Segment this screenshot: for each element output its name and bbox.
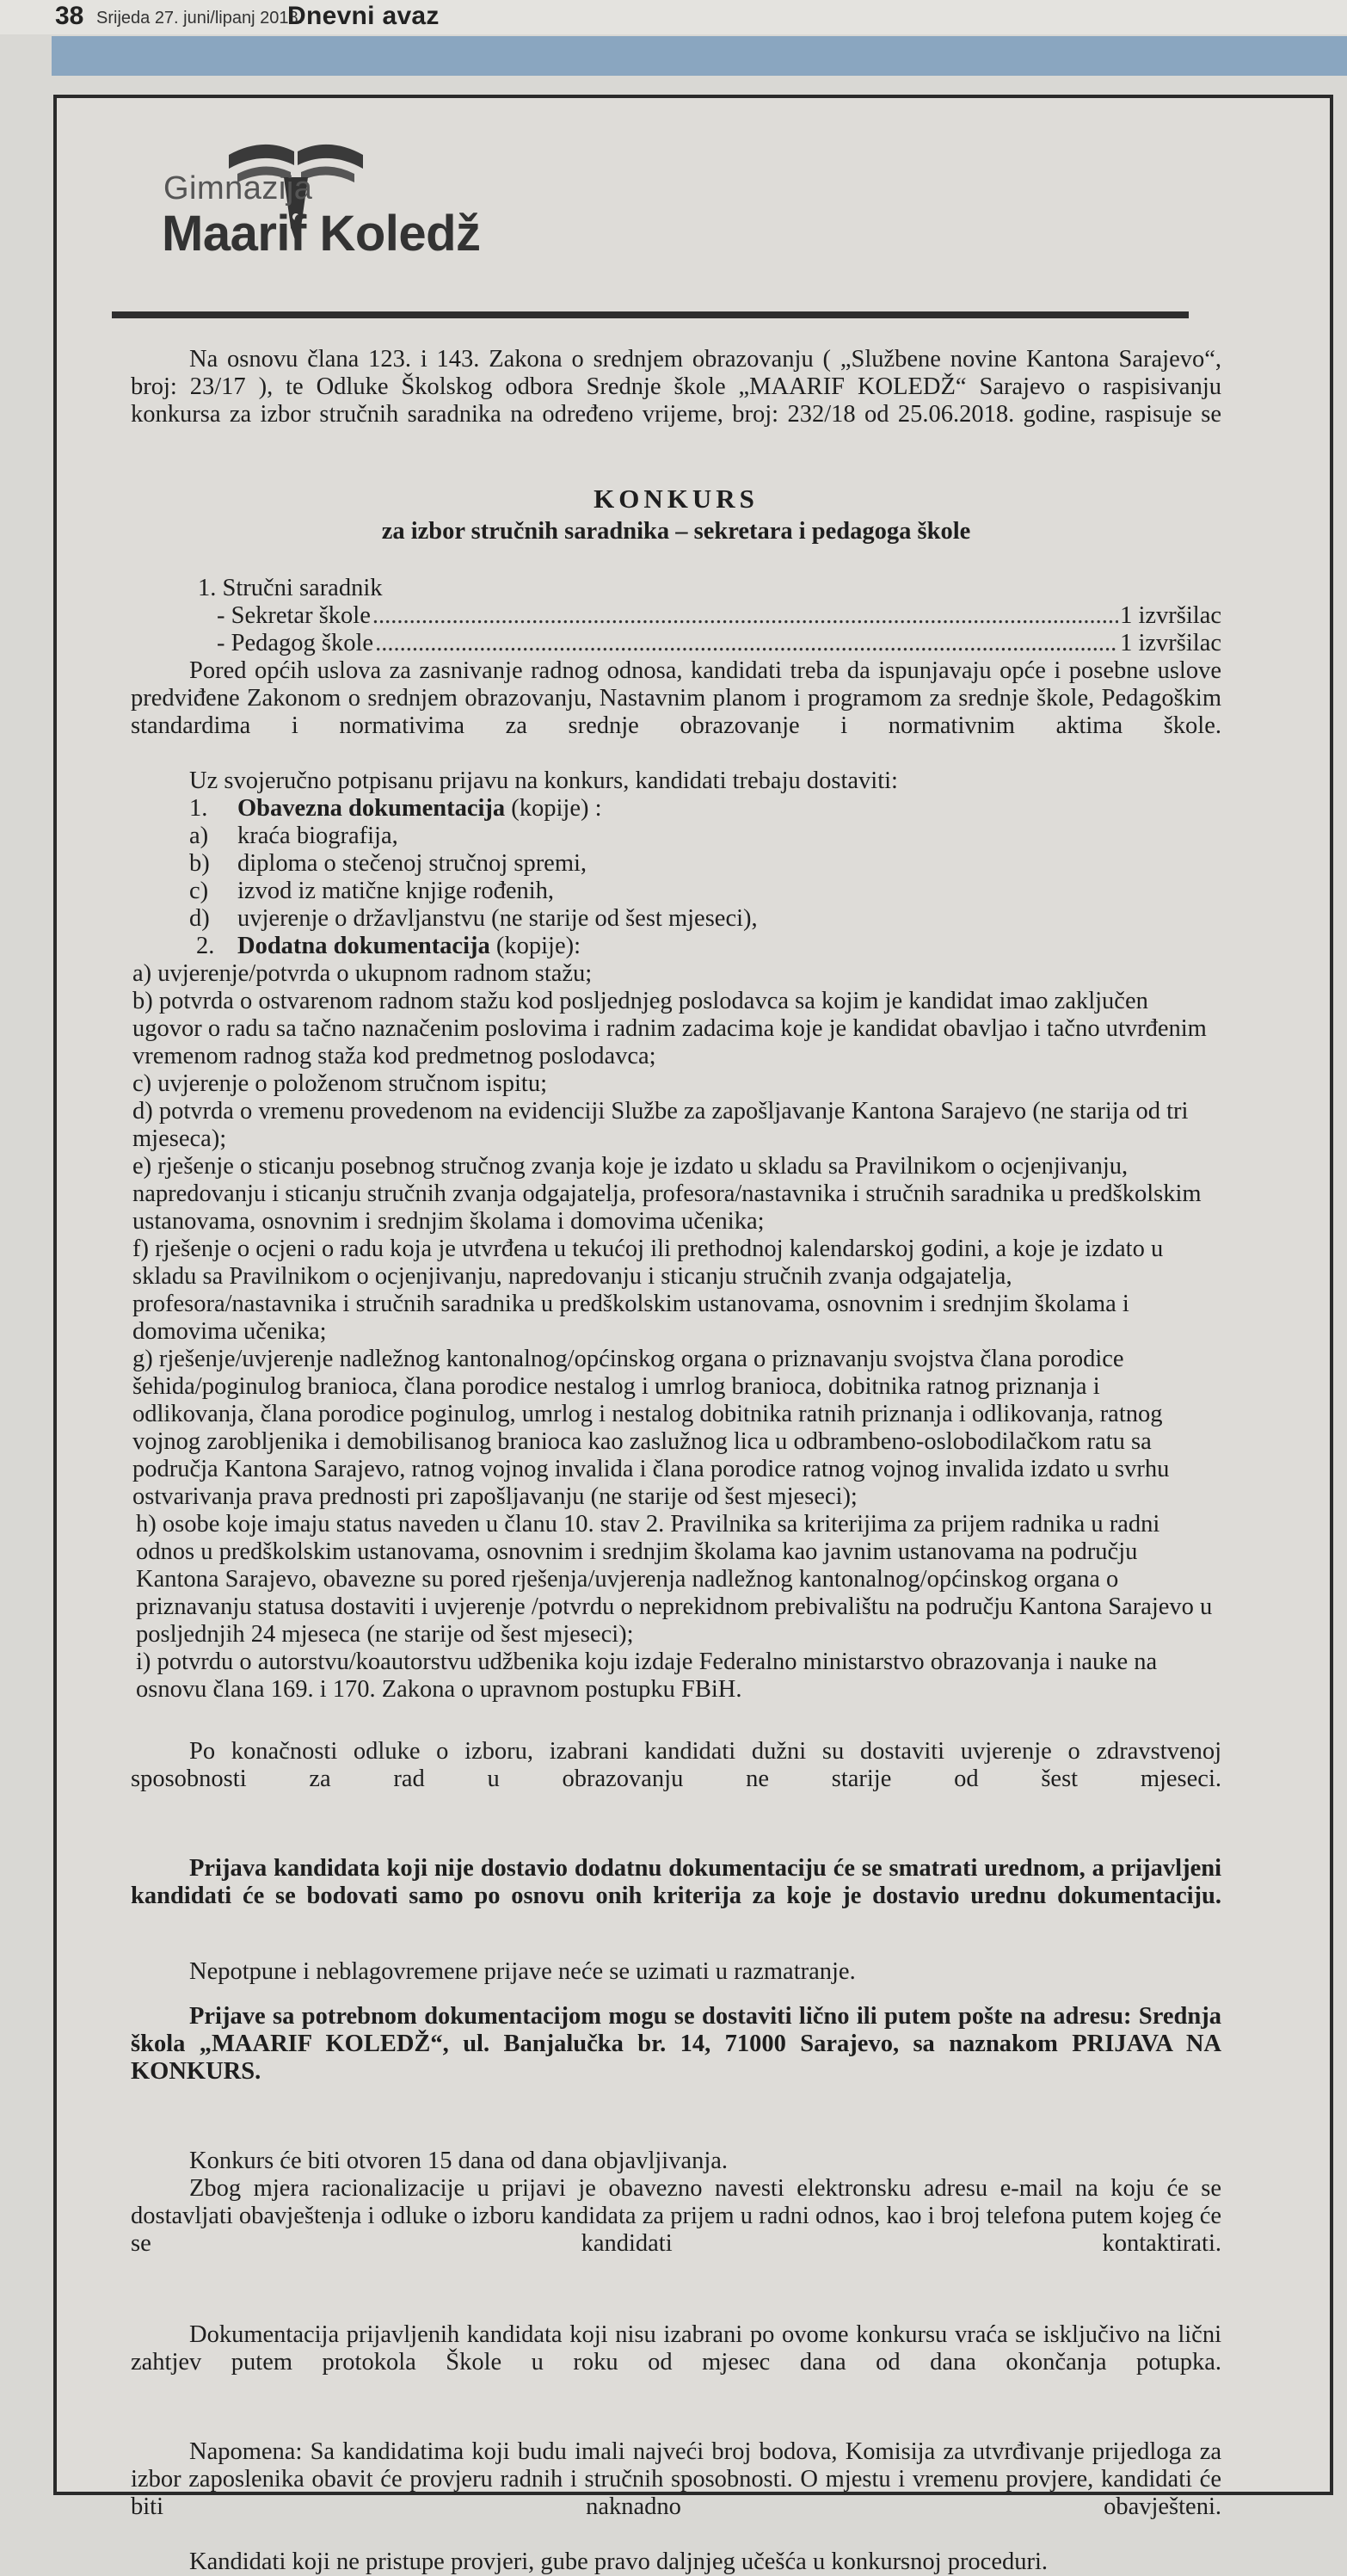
list-item: i) potvrdu o autorstvu/koautorstvu udžbenika koju izdaje Federalno ministarstvo obrazovanja i nauke na osnovu člana 169. i 170. Zakona o upravnom postupku FBiH. [136,1649,1158,1703]
address-note: Prijave sa potrebnom dokumentacijom mogu se dostaviti lično ili putem pošte na adresu: Srednja škola „MAARIF KOLEDŽ“, ul. Banjalučka br. 14, 71000 Sarajevo, sa naznakom PRIJAVA NA KONKURS. [131,2003,1221,2085]
header-color-band [52,36,1347,76]
list-item: a) uvjerenje/potvrda o ukupnom radnom stažu; [132,960,593,987]
list-item [131,850,1221,878]
remark: Napomena: Sa kandidatima koji budu imali najveći broj bodova, Komisija za utvrđivanje prijedloga za izbor zaposlenika obavit će provjeru radnih i stručnih sposobnosti. O mjestu i vremenu provjere, kandidati će biti naknadno obavješteni. [131,2438,1221,2520]
position-count: 1 izvršilac [1120,602,1221,629]
position-row [131,602,1221,630]
list-number: 2. [196,933,215,959]
newspaper-header [0,0,1347,34]
mandatory-title: Obavezna dokumentacija [237,795,506,822]
list-item [131,905,1221,933]
divider-rule [112,311,1189,318]
list-marker: c) [189,878,209,904]
list-marker: d) [189,905,210,932]
bold-note: Prijava kandidata koji nije dostavio dodatnu dokumentaciju će se smatrati urednom, a prijavljeni kandidati će se bodovati samo po osnovu onih kriterija za koje je dostavio urednu dokumentaciju. [131,1855,1221,1909]
additional-suffix: (kopije): [489,933,581,959]
list-item [131,823,1221,850]
list-item: d) potvrda o vremenu provedenom na evidenciji Službe za zapošljavanje Kantona Sarajevo (ne starija od tri mjeseca); [132,1098,1189,1152]
return-docs-note: Dokumentacija prijavljenih kandidata koji nisu izabrani po ovome konkursu vraća se isključivo na lični zahtjev putem protokola Škole u roku od mjesec dana od dana okončanja potupka. [131,2321,1221,2376]
issue-date: Srijeda 27. juni/lipanj 2018. [96,9,304,28]
list-item: f) rješenje o ocjeni o radu koja je utvrđena u tekućoj ili prethodnoj kalendarskoj godini, a koje je izdato u skladu sa Pravilnikom o ocjenjivanju, napredovanju i sticanju stručnih zvanja odgajatelja, profesora/nastavnika i stručnih saradnika u predškolskim ustanovama, osnovnim i srednjim školama i domovima učenika; [132,1236,1164,1345]
additional-heading [131,933,1221,960]
list-marker: a) [189,823,209,849]
incomplete-note: Nepotpune i neblagovremene prijave neće se uzimati u razmatranje. [189,1958,856,1985]
dot-leader [372,602,1118,630]
mandatory-suffix: (kopije) : [505,795,602,822]
position-name: - Sekretar škole [217,602,371,629]
final-note: Kandidati koji ne pristupe provjeri, gube pravo daljnjeg učešća u konkursnoj proceduri. [189,2548,1049,2575]
dot-leader [375,630,1118,657]
logo-text-maarif-koledz: Maarif Koledž [162,206,481,262]
newspaper-name: Dnevni avaz [287,2,440,30]
competition-text [131,346,1221,2576]
list-item: g) rješenje/uvjerenje nadležnog kantonalnog/općinskog organa o priznavanju svojstva člana porodice šehida/poginulog branioca, člana porodice nestalog i umrlog branioca, dobitnika ratnog priznanja i odlikovanja, člana porodice poginulog, umrlog i nestalog dobitnika ratnih priznanja i odlikovanja, ratnog vojnog zarobljenika i demobilisanog branioca kao zaslužnog lica u odbrambeno-oslobodilačkom ratu sa područja Kantona Sarajevo, ratnog vojnog invalida i člana porodice ratnog vojnog invalida izdato u svrhu ostvarivanja prava prednosti pri zapošljavanju (ne starije od šest mjeseci); [132,1346,1170,1510]
list-item: h) osobe koje imaju status naveden u članu 10. stav 2. Pravilnika sa kriterijima za prijem radnika u radni odnos u predškolskim ustanovama, osnovnim i srednjim školama kao javnim ustanovama na području Kantona Sarajevo, obavezne su pored rješenja/uvjerenja nadležnog kantonalnog/općinskog organa o priznavanju statusa dostaviti i uvjerenje /potvrdu o neprekidnom prebivalištu na području Kantona Sarajevo u posljednjih 24 mjeseca (ne starije od šest mjeseci); [136,1511,1213,1648]
position-row [131,630,1221,657]
after-selection-paragraph: Po konačnosti odluke o izboru, izabrani kandidati dužni su dostaviti uvjerenje o zdravstvenoj sposobnosti za rad u obrazovanju ne starije od šest mjeseci. [131,1738,1221,1792]
list-marker: b) [189,850,210,877]
list-item: e) rješenje o sticanju posebnog stručnog zvanja koje je izdato u skladu sa Pravilnikom o ocjenjivanju, napredovanju i sticanju stručnih zvanja odgajatelja, profesora/nastavnika i stručnih saradnika u predškolskim ustanovama, osnovnim i srednjim školama i domovima učenika; [132,1153,1202,1235]
positions-heading: 1. Stručni saradnik [198,575,383,601]
email-note: Zbog mjera racionalizacije u prijavi je obavezno navesti elektronsku adresu e-mail na koju će se dostavljati obavještenja i odluke o izboru kandidata za prijem u radni odnos, kao i broj telefona putem kojeg će se kandidati kontaktirati. [131,2175,1221,2257]
page-number: 38 [55,2,84,30]
document-title: KONKURS [594,484,759,514]
position-count: 1 izvršilac [1120,630,1221,656]
list-number: 1. [189,795,208,822]
list-text: izvod iz matične knjige rođenih, [237,878,555,904]
document-subtitle: za izbor stručnih saradnika – sekretara i pedagoga škole [381,518,971,545]
list-text: diploma o stečenoj stručnoj spremi, [237,850,587,877]
additional-title: Dodatna dokumentacija [237,933,490,959]
mandatory-heading [131,795,1221,823]
school-logo [108,120,556,275]
logo-text-gimnazija: Gimnazija [163,170,313,206]
intro-paragraph: Na osnovu člana 123. i 143. Zakona o srednjem obrazovanju ( „Službene novine Kantona Sarajevo“, broj: 23/17 ), te Odluke Školskog odbora Srednje škole „MAARIF KOLEDŽ“ Sarajevo o raspisivanju konkursa za izbor stručnih saradnika na određeno vrijeme, broj: 232/18 od 25.06.2018. godine, raspisuje se [131,346,1221,428]
list-item: c) uvjerenje o položenom stručnom ispitu; [132,1070,548,1097]
general-conditions: Pored općih uslova za zasnivanje radnog odnosa, kandidati treba da ispunjavaju opće i posebne uslove predviđene Zakonom o srednjem obrazovanju, Nastavnim planom i programom za srednje škole, Pedagoškim standardima i normativima za srednje obrazovanje i normativnim aktima škole. [131,657,1221,739]
submit-intro: Uz svojeručno potpisanu prijavu na konkurs, kandidati trebaju dostaviti: [189,767,898,794]
open-period: Konkurs će biti otvoren 15 dana od dana objavljivanja. [189,2148,729,2174]
list-item: b) potvrda o ostvarenom radnom stažu kod posljednjeg poslodavca sa kojim je kandidat imao zaključen ugovor o radu sa tačno naznačenim poslovima i radnim zadacima koje je kandidat obavljao i tačno utvrđenim vremenom radnog staža kod predmetnog poslodavca; [132,988,1207,1069]
list-text: kraća biografija, [237,823,398,849]
position-name: - Pedagog škole [217,630,374,656]
list-text: uvjerenje o državljanstvu (ne starije od šest mjeseci), [237,905,758,932]
additional-items [132,960,1221,1704]
list-item [131,878,1221,905]
